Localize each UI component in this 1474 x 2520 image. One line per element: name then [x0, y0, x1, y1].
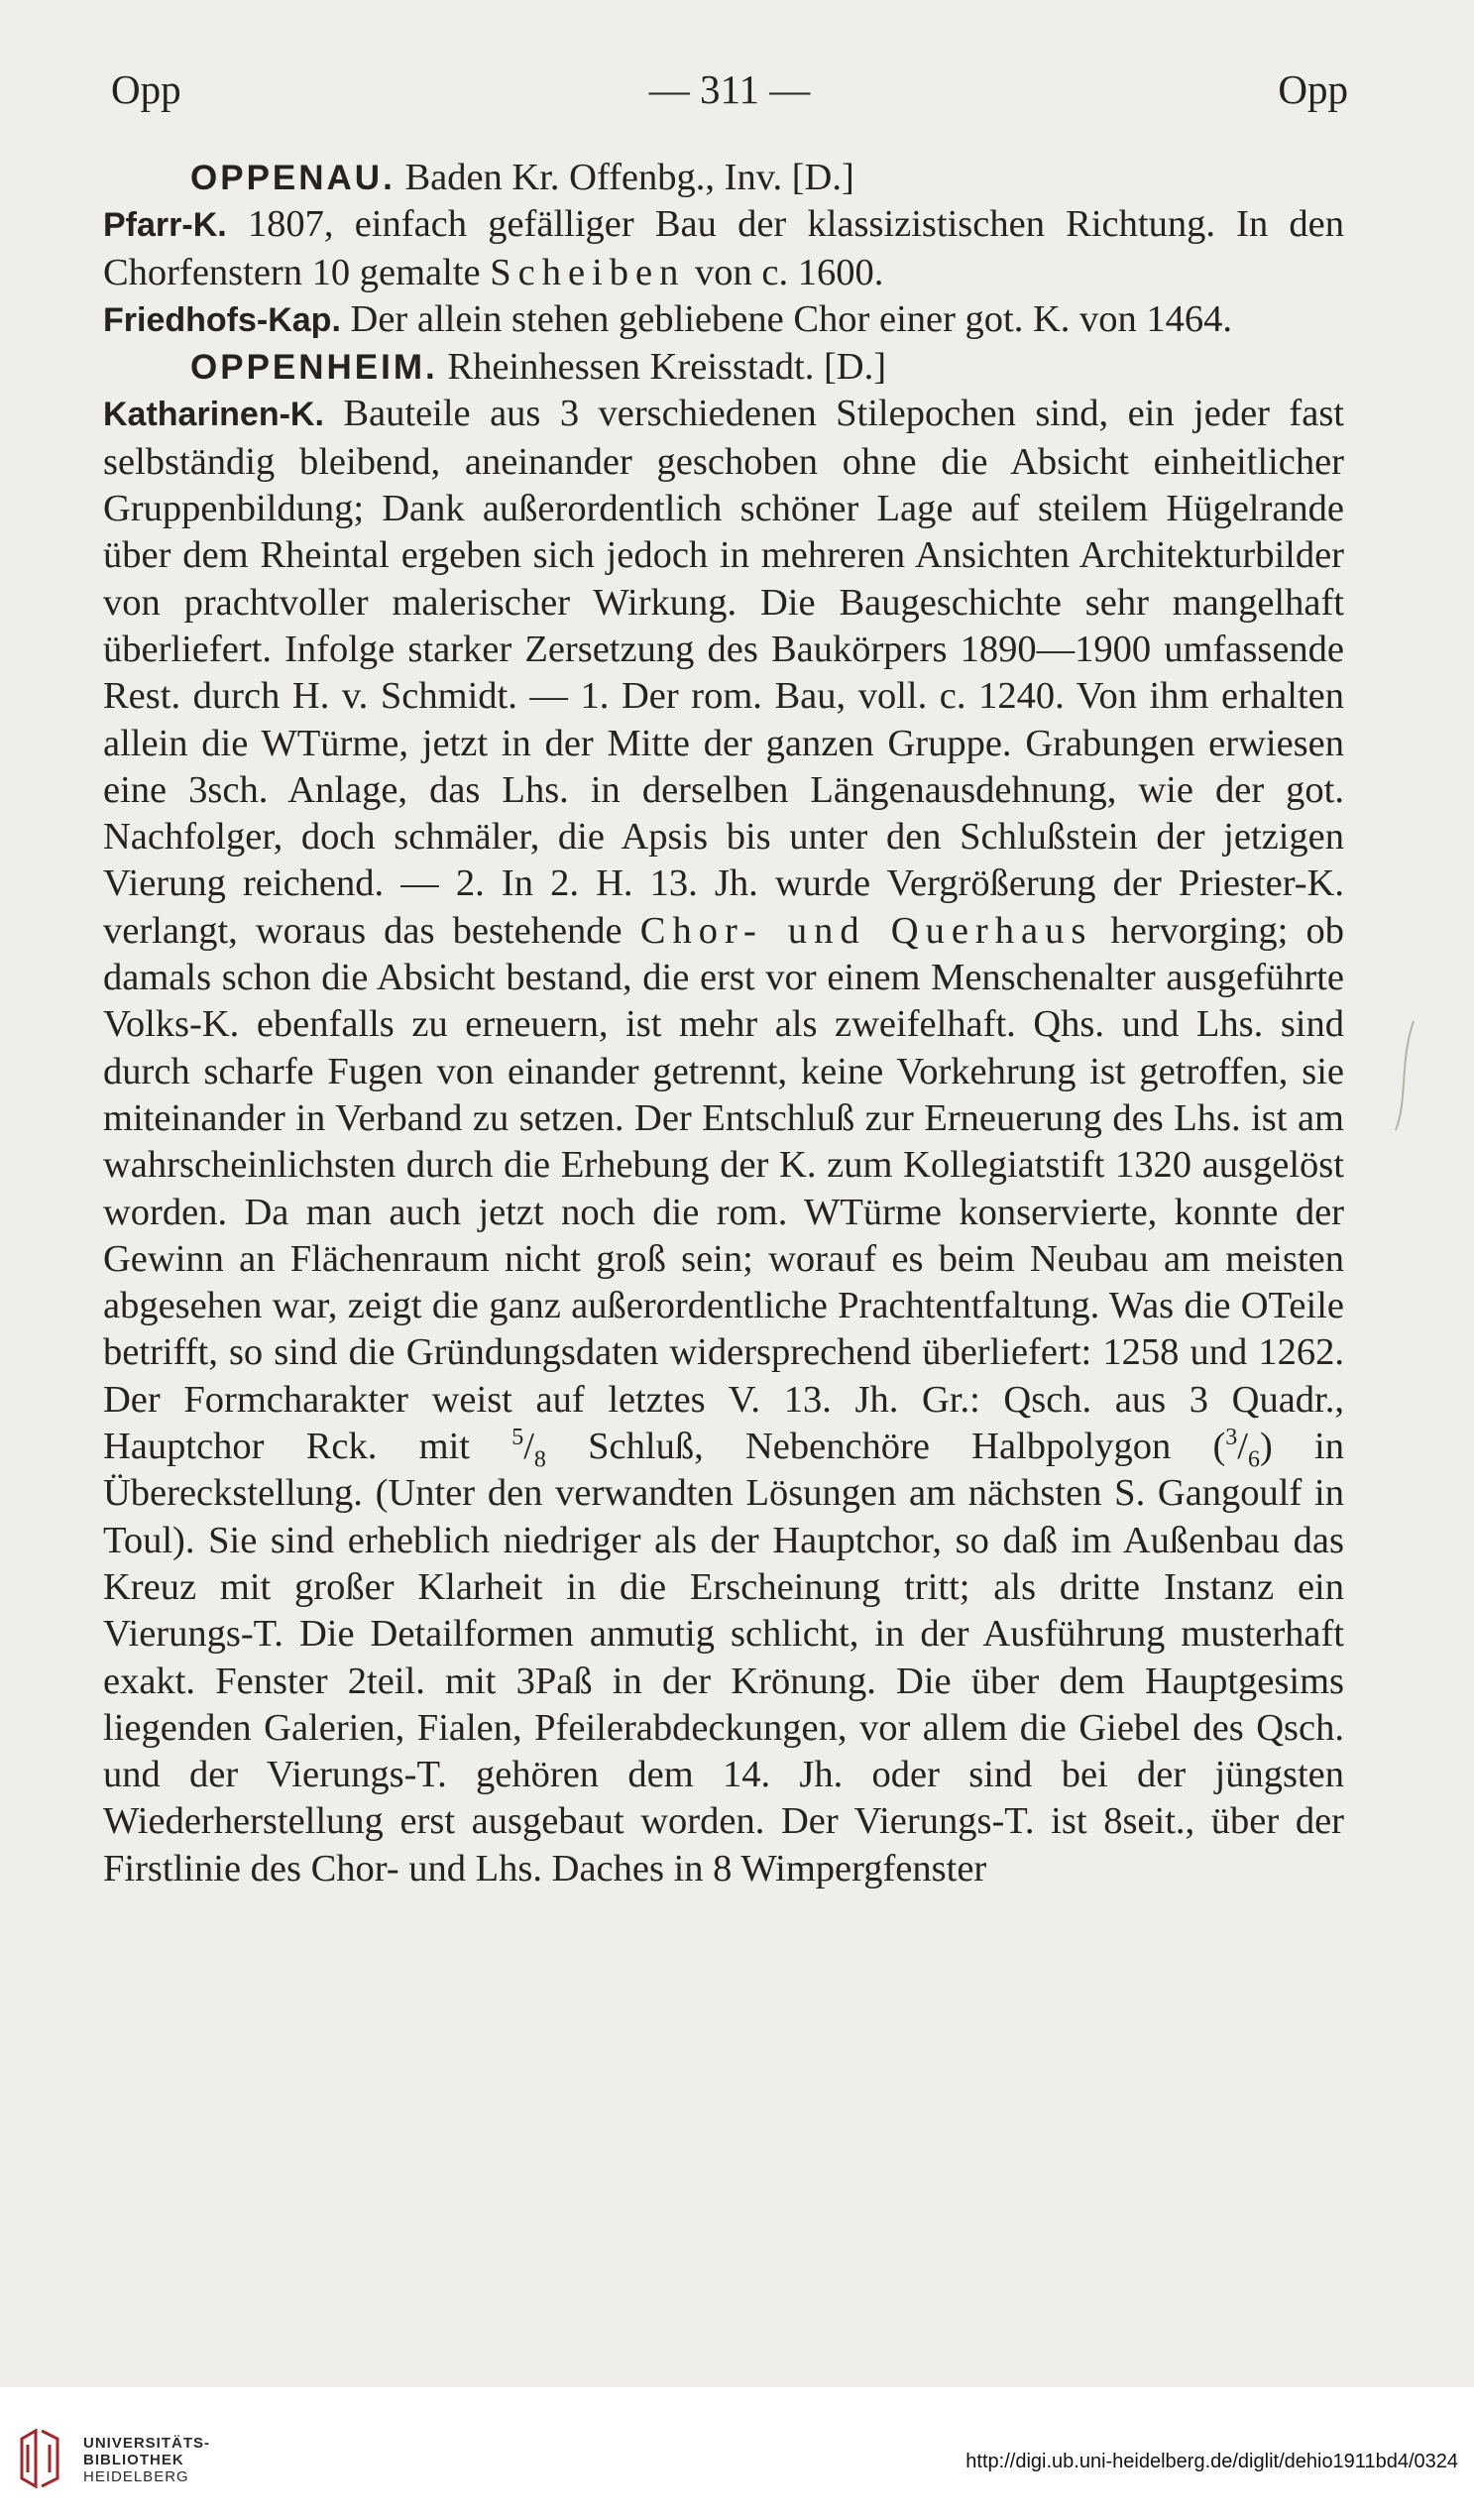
place-location-oppenheim: Rheinhessen Kreisstadt. [D.] — [437, 346, 887, 389]
term-katharinen-k: Katharinen-K. — [103, 396, 324, 434]
entry-oppenheim-katharinen — [103, 391, 1344, 1892]
header-left-catchword: Opp — [111, 66, 181, 112]
text-kath-spaced: Chor- und Querhaus — [639, 909, 1093, 952]
text-kath-1: Bauteile aus 3 verschiedenen Stilepochen sind, ein jeder fast selbständig bleibend, aneinander geschoben ohne die Absicht einheitlicher Gruppenbildung; Dank außerordentlich schöner Lage auf steilem Hügelrande über dem Rheintal ergeben sich jedoch in mehreren Ansichten Architekturbilder von prachtvoller malerischer Wirkung. Die Baugeschichte sehr mangelhaft überliefert. Infolge starker Zersetzung des Baukörpers 1890—1900 umfassende Rest. durch H. v. Schmidt. — 1. Der rom. Bau, voll. c. 1240. Von ihm erhalten allein die WTürme, jetzt in der Mitte der ganzen Gruppe. Grabungen erwiesen eine 3sch. Anlage, das Lhs. in derselben Längenausdehnung, wie der got. Nachfolger, doch schmäler, die Apsis bis unter den Schlußstein der jetzigen Vierung reichend. — 2. In 2. H. 13. Jh. wurde Vergrößerung der Priester-K. verlangt, woraus das bestehende — [103, 393, 1344, 952]
fraction-3-6-denominator: 6 — [1247, 1446, 1260, 1473]
pencil-mark — [1390, 1021, 1419, 2151]
page-number: — 311 — — [648, 66, 811, 112]
text-kath-2: hervorging; ob damals schon die Absicht bestand, die erst vor einem Menschenalter ausgeführte Volks-K. ebenfalls zu erneuern, ist mehr als zweifelhaft. Qhs. und Lhs. sind durch scharfe Fugen von einander getrennt, keine Vorkehrung ist getroffen, sie miteinander in Verband zu setzen. Der Entschluß zur Erneuerung des Lhs. ist am wahrscheinlichsten durch die Erhebung der K. zum Kollegiatstift 1320 ausgelöst worden. Da man auch jetzt noch die rom. WTürme konservierte, konnte der Gewinn an Flächenraum nicht groß sein; worauf es beim Neubau am meisten abgesehen war, zeigt die ganz außerordentliche Prachtentfaltung. Was die OTeile betrifft, so sind die Gründungsdaten widersprechend überliefert: 1258 und 1262. Der Formcharakter weist auf letztes V. 13. Jh. Gr.: Qsch. aus 3 Quadr., Hauptchor Rck. mit — [103, 909, 1344, 1468]
fraction-5-8-denominator: 8 — [533, 1446, 546, 1473]
running-header — [111, 65, 1348, 125]
library-logo-icon — [14, 2427, 65, 2490]
library-name-line1: UNIVERSITÄTS- — [83, 2435, 211, 2452]
entry-oppenau-pfarr — [103, 201, 1344, 296]
entry-oppenau-heading — [103, 155, 1344, 201]
fraction-5-8: $^5/_8$ — [511, 1425, 546, 1473]
body-text — [103, 155, 1344, 1892]
place-name-oppenheim: OPPENHEIM. — [190, 348, 438, 388]
digitization-footer — [0, 2387, 1474, 2520]
library-name — [83, 2435, 210, 2485]
fraction-3-6: $^3/_6$ — [1225, 1425, 1260, 1473]
term-pfarr-k: Pfarr-K. — [103, 206, 227, 245]
library-name-line2: BIBLIOTHEK — [83, 2452, 184, 2468]
text-pfarr-spaced: Scheiben — [490, 251, 686, 293]
text-kath-4: ) in Übereckstellung. (Unter den verwandten Lösungen am nächsten S. Gangoulf in Toul). Sie sind erheblich niedriger als der Hauptchor, so daß im Außenbau das Kreuz mit großer Klarheit in die Erscheinung tritt; als dritte Instanz ein Vierungs-T. Die Detailformen anmutig schlicht, in der Ausführung musterhaft exakt. Fenster 2teil. mit 3Paß in der Krönung. Die über dem Hauptgesims liegenden Galerien, Fialen, Pfeilerabdeckungen, vor allem die Giebel des Qsch. und der Vierungs-T. gehören dem 14. Jh. oder sind bei der jüngsten Wiederherstellung erst ausgebaut worden. Der Vierungs-T. ist 8seit., über der Firstlinie des Chor- und Lhs. Daches in 8 Wimpergfenster — [103, 1426, 1344, 1890]
permalink-url[interactable]: http://digi.ub.uni-heidelberg.de/diglit/dehio1911bd4/0324 — [965, 2451, 1458, 2472]
text-friedhof: Der allein stehen gebliebene Chor einer got. K. von 1464. — [340, 297, 1233, 340]
text-kath-3: Schluß, Nebenchöre Halbpolygon ( — [545, 1426, 1226, 1468]
library-name-line3: HEIDELBERG — [83, 2468, 189, 2485]
entry-oppenau-friedhof — [103, 296, 1344, 344]
fraction-3-6-numerator: 3 — [1225, 1425, 1238, 1451]
term-friedhofs-kap: Friedhofs-Kap. — [103, 300, 341, 339]
place-location-oppenau: Baden Kr. Offenbg., Inv. [D.] — [395, 157, 854, 198]
fraction-5-8-numerator: 5 — [511, 1425, 524, 1451]
text-pfarr-2: von c. 1600. — [685, 251, 884, 293]
header-right-catchword: Opp — [1278, 66, 1348, 112]
entry-oppenheim-heading — [103, 344, 1344, 391]
text-pfarr-1: 1807, einfach gefälliger Bau der klassizistischen Richtung. In den Chorfenstern 10 gemalte — [103, 203, 1344, 293]
place-name-oppenau: OPPENAU. — [190, 159, 396, 197]
